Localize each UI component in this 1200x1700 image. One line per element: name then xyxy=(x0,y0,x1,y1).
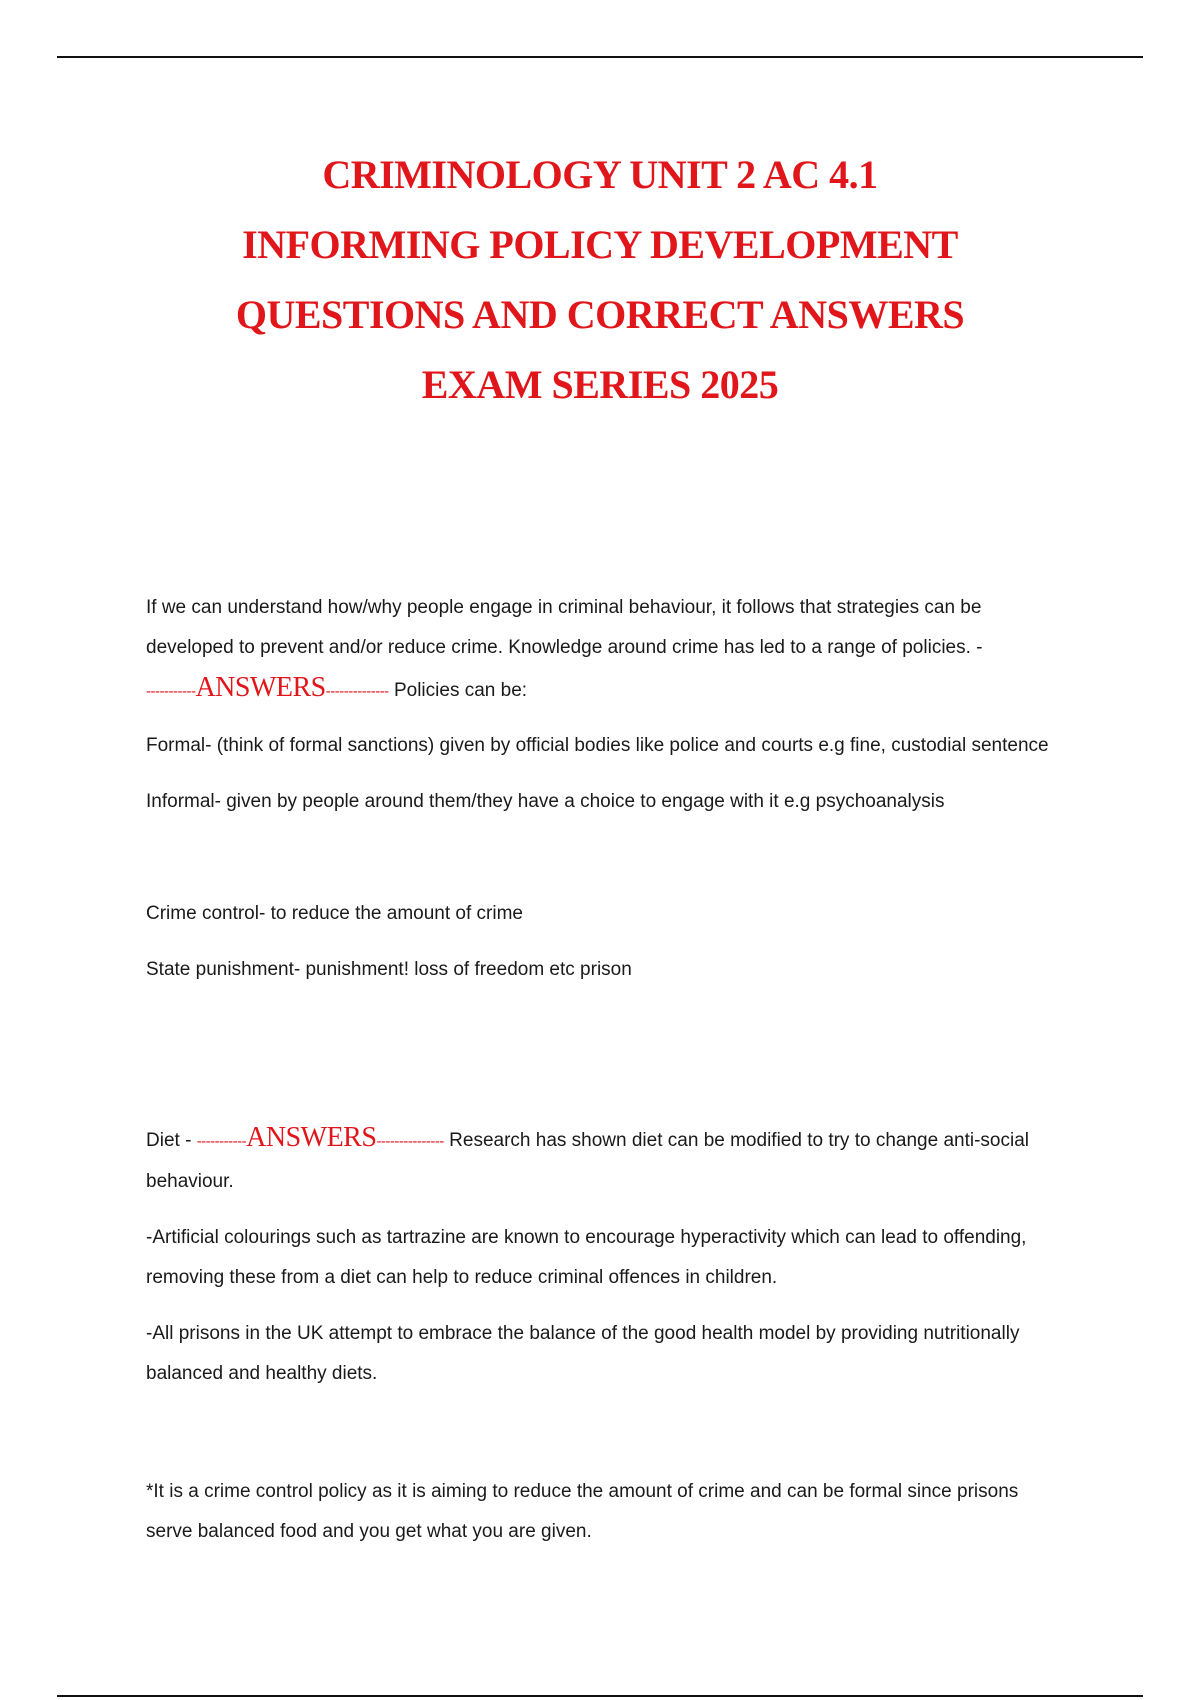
top-rule xyxy=(57,56,1143,58)
bottom-rule xyxy=(57,1695,1143,1697)
title-line-1: CRIMINOLOGY UNIT 2 AC 4.1 xyxy=(322,152,878,197)
question-2 xyxy=(146,1118,1066,1202)
title-line-2: INFORMING POLICY DEVELOPMENT xyxy=(242,222,958,267)
answers-label: ANSWERS xyxy=(246,1122,377,1153)
title-line-4: EXAM SERIES 2025 xyxy=(421,362,779,407)
answer-1-state-punishment: State punishment- punishment! loss of freedom etc prison xyxy=(146,959,632,980)
answers-dash-right: --------------- xyxy=(376,1133,444,1150)
answers-dash-left: ----------- xyxy=(196,1133,247,1150)
answer-1-crime-control: Crime control- to reduce the amount of crime xyxy=(146,903,523,924)
answer-1-informal: Informal- given by people around them/they have a choice to engage with it e.g psychoanalysis xyxy=(146,791,945,812)
question-1 xyxy=(146,588,1066,712)
answer-1-intro: Policies can be: xyxy=(393,680,528,701)
qa-section-2 xyxy=(146,1118,1066,1568)
answers-dash-right: -------------- xyxy=(325,683,389,700)
answer-2-point-2: -All prisons in the UK attempt to embrace the balance of the good health model by providing nutritionally balanced and healthy diets. xyxy=(146,1323,1020,1384)
answer-1-formal: Formal- (think of formal sanctions) given by official bodies like police and courts e.g fine, custodial sentence xyxy=(146,735,1049,756)
question-1-text: If we can understand how/why people engage in criminal behaviour, it follows that strategies can be developed to prevent and/or reduce crime. Knowledge around crime has led to a range of policies. - xyxy=(146,597,983,658)
title-line-3: QUESTIONS AND CORRECT ANSWERS xyxy=(235,292,965,337)
answers-dash-left: ----------- xyxy=(146,683,196,700)
answer-2-note: *It is a crime control policy as it is aiming to reduce the amount of crime and can be formal since prisons serve balanced food and you get what you are given. xyxy=(146,1481,1019,1542)
question-2-text: Diet - xyxy=(146,1130,192,1151)
document-title xyxy=(0,140,1200,420)
answers-label: ANSWERS xyxy=(195,672,326,703)
qa-section-1 xyxy=(146,588,1066,1006)
answer-2-intro: Research has shown diet can be modified to try to change anti-social behaviour. xyxy=(146,1130,1029,1192)
answer-2-point-1: -Artificial colourings such as tartrazine are known to encourage hyperactivity which can lead to offending, removing these from a diet can help to reduce criminal offences in children. xyxy=(146,1227,1027,1288)
